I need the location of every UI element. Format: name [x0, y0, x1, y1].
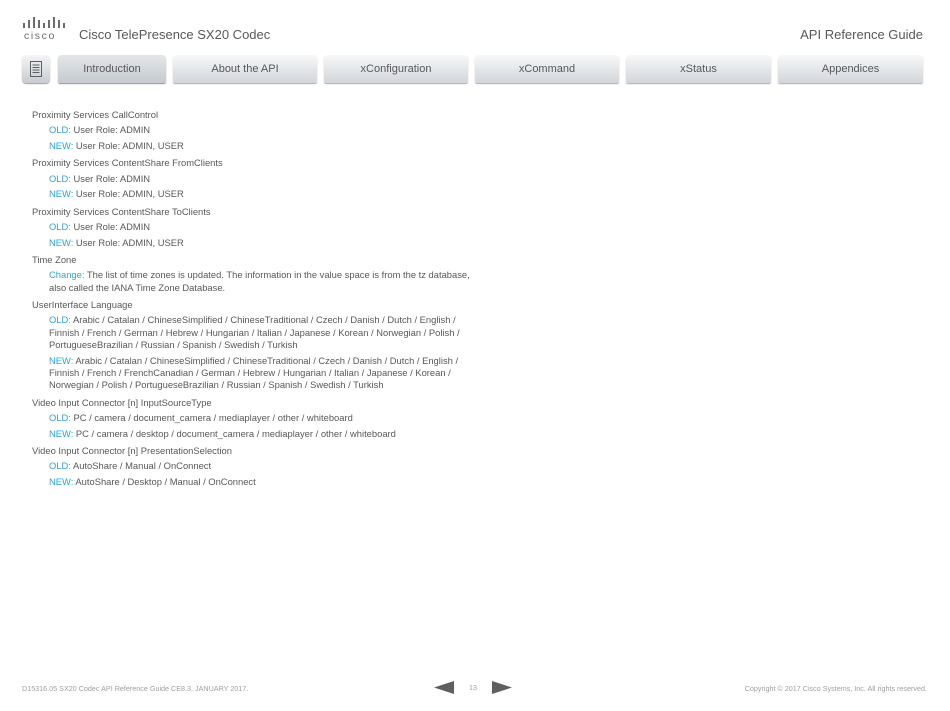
- change-tag: Change:: [49, 269, 85, 281]
- change-entry: [49, 237, 472, 249]
- toc-button[interactable]: [22, 55, 50, 83]
- change-entry: [49, 428, 472, 440]
- entry-value: User Role: ADMIN: [73, 221, 151, 233]
- new-tag: NEW:: [49, 236, 74, 248]
- tab-xconfiguration[interactable]: xConfiguration: [324, 55, 468, 83]
- document-icon: [30, 61, 42, 77]
- entry-value: PC / camera / document_camera / mediaplayer / other / whiteboard: [73, 411, 353, 423]
- change-section: [32, 254, 472, 294]
- nav-bar: [22, 55, 923, 84]
- triangle-right-icon[interactable]: [492, 681, 512, 694]
- change-entry: [49, 221, 472, 233]
- section-heading: Proximity Services ContentShare FromClients: [32, 157, 223, 169]
- pager: [434, 680, 514, 696]
- cisco-logo[interactable]: [22, 16, 66, 42]
- section-heading: Proximity Services ContentShare ToClients: [32, 205, 211, 217]
- triangle-left-icon[interactable]: [434, 681, 454, 694]
- page-number: 13: [469, 683, 477, 692]
- section-heading: UserInterface Language: [32, 299, 133, 311]
- entry-value: User Role: ADMIN, USER: [75, 236, 184, 248]
- entry-value: PC / camera / desktop / document_camera / mediaplayer / other / whiteboard: [75, 427, 396, 439]
- change-entry: [49, 314, 472, 351]
- change-section: [32, 397, 472, 440]
- change-entry: [49, 124, 472, 136]
- entry-value: AutoShare / Manual / OnConnect: [72, 460, 212, 472]
- document-id: D15316.05 SX20 Codec API Reference Guide CE8.3, JANUARY 2017.: [22, 684, 249, 693]
- old-tag: OLD:: [49, 124, 71, 136]
- change-section: [32, 206, 472, 249]
- old-tag: OLD:: [49, 314, 71, 326]
- entry-value: User Role: ADMIN, USER: [75, 140, 184, 152]
- change-entry: [49, 460, 472, 472]
- new-tag: NEW:: [49, 140, 74, 152]
- old-tag: OLD:: [49, 411, 71, 423]
- old-tag: OLD:: [49, 172, 71, 184]
- change-list: [32, 109, 472, 493]
- new-tag: NEW:: [49, 476, 74, 488]
- change-entry: [49, 355, 472, 392]
- change-section: [32, 299, 472, 392]
- old-tag: OLD:: [49, 460, 71, 472]
- tab-about-the-api[interactable]: About the API: [173, 55, 317, 83]
- guide-title: API Reference Guide: [800, 27, 923, 42]
- change-entry: [49, 188, 472, 200]
- change-entry: [49, 173, 472, 185]
- copyright: Copyright © 2017 Cisco Systems, Inc. All rights reserved.: [744, 684, 927, 693]
- entry-value: The list of time zones is updated. The information in the value space is from the tz database, also called the IANA Time Zone Database.: [49, 269, 470, 293]
- old-tag: OLD:: [49, 221, 71, 233]
- entry-value: User Role: ADMIN, USER: [75, 188, 184, 200]
- logo-wordmark: cisco: [24, 30, 56, 42]
- section-heading: Time Zone: [32, 254, 77, 266]
- change-entry: [49, 412, 472, 424]
- tab-xstatus[interactable]: xStatus: [626, 55, 771, 83]
- cisco-bars-icon: [22, 16, 66, 29]
- entry-value: AutoShare / Desktop / Manual / OnConnect: [75, 476, 256, 488]
- change-section: [32, 157, 472, 200]
- section-heading: Video Input Connector [n] InputSourceType: [32, 396, 212, 408]
- new-tag: NEW:: [49, 427, 74, 439]
- tab-introduction[interactable]: Introduction: [58, 55, 166, 83]
- entry-value: Arabic / Catalan / ChineseSimplified / ChineseTraditional / Czech / Danish / Dutch / English / Finnish / French / FrenchCanadian / German / Hebrew / Hungarian / Italian / Japanese / Korean / Norwegian / Polish / PortugueseBrazilian / Russian / Spanish / Swedish / Turkish: [49, 354, 459, 391]
- change-entry: [49, 476, 472, 488]
- entry-value: User Role: ADMIN: [73, 172, 151, 184]
- new-tag: NEW:: [49, 354, 74, 366]
- product-title: Cisco TelePresence SX20 Codec: [79, 27, 271, 42]
- change-entry: [49, 140, 472, 152]
- entry-value: User Role: ADMIN: [73, 124, 151, 136]
- tab-appendices[interactable]: Appendices: [778, 55, 923, 83]
- change-entry: [49, 269, 472, 294]
- change-section: [32, 445, 472, 488]
- section-heading: Proximity Services CallControl: [32, 109, 159, 120]
- tab-xcommand[interactable]: xCommand: [475, 55, 619, 83]
- new-tag: NEW:: [49, 188, 74, 200]
- entry-value: Arabic / Catalan / ChineseSimplified / ChineseTraditional / Czech / Danish / Dutch / English / Finnish / French / German / Hebrew / Hungarian / Italian / Japanese / Korean / Norwegian / Polish / PortugueseBrazilian / Russian / Spanish / Swedish / Turkish: [49, 314, 460, 350]
- section-heading: Video Input Connector [n] PresentationSelection: [32, 445, 232, 457]
- change-section: [32, 109, 472, 152]
